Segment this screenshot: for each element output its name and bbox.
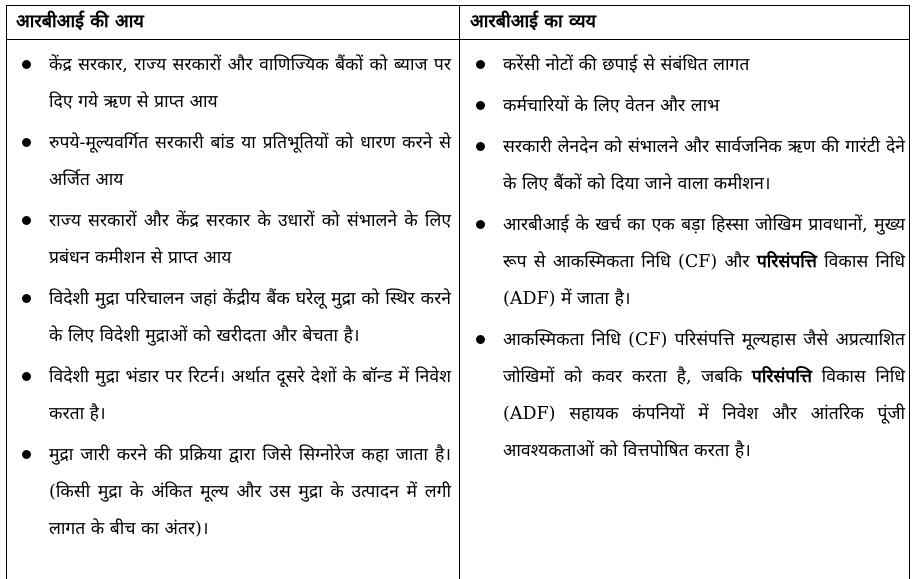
income-item: [11, 47, 451, 121]
bullet-icon: [476, 335, 485, 344]
expenditure-item: [465, 88, 905, 125]
rbi-income-expenditure-table: [6, 5, 910, 579]
expenditure-item: [465, 129, 905, 203]
income-item: [11, 125, 451, 199]
expenditure-item-text-start: आरबीआई के खर्च का एक बड़ा हिस्सा जोखिम प्रावधानों, मुख्य रूप से आकस्मिकता निधि (CF) और: [503, 215, 905, 272]
income-header: आरबीआई की आय: [16, 11, 144, 32]
income-list: [11, 47, 451, 552]
header-divider: [7, 39, 909, 40]
expenditure-item-text-start: आकस्मिकता निधि (CF) परिसंपत्ति मूल्यहास जैसे अप्रत्याशित जोखिमों को कवर करता है, जबकि: [503, 330, 905, 387]
column-divider: [459, 6, 460, 579]
bullet-icon: [476, 142, 485, 151]
bullet-icon: [22, 138, 31, 147]
income-item: [11, 359, 451, 433]
bullet-icon: [476, 220, 485, 229]
income-item-text: विदेशी मुद्रा परिचालन जहां केंद्रीय बैंक घरेलू मुद्रा को स्थिर करने के लिए विदेशी मुद्राओं को खरीदता और बेचता है।: [49, 289, 451, 346]
income-item: [11, 203, 451, 277]
expenditure-header: आरबीआई का व्यय: [470, 11, 596, 32]
expenditure-item: [465, 207, 905, 318]
expenditure-item-text-end: विकास निधि (ADF) सहायक कंपनियों में निवेश और आंतरिक पूंजी आवश्यकताओं को वित्तपोषित करता है।: [503, 367, 906, 461]
expenditure-item-text: कर्मचारियों के लिए वेतन और लाभ: [503, 96, 720, 116]
bullet-icon: [476, 101, 485, 110]
bullet-icon: [22, 450, 31, 459]
income-item-text: विदेशी मुद्रा भंडार पर रिटर्न। अर्थात दूसरे देशों के बॉन्ड में निवेश करता है।: [49, 367, 451, 424]
income-item: [11, 437, 451, 548]
bullet-icon: [476, 60, 485, 69]
expenditure-item-text: करेंसी नोटों की छपाई से संबंधित लागत: [503, 55, 750, 75]
income-item-text: मुद्रा जारी करने की प्रक्रिया द्वारा जिसे सिग्नोरेज कहा जाता है। (किसी मुद्रा के अंकित मूल्य और उस मुद्रा के उत्पादन में लगी लागत के बीच का अंतर)।: [49, 445, 451, 539]
income-item-text: राज्य सरकारों और केंद्र सरकार के उधारों को संभालने के लिए प्रबंधन कमीशन से प्राप्त आय: [49, 211, 451, 268]
bullet-icon: [22, 294, 31, 303]
expenditure-item-text: सरकारी लेनदेन को संभालने और सार्वजनिक ऋण की गारंटी देने के लिए बैंकों को दिया जाने वाला कमीशन।: [503, 137, 905, 194]
bullet-icon: [22, 372, 31, 381]
expenditure-list: [465, 47, 905, 474]
expenditure-item: [465, 47, 905, 84]
bullet-icon: [22, 216, 31, 225]
income-item: [11, 281, 451, 355]
expenditure-item-text-end: विकास निधि (ADF) में जाता है।: [503, 252, 905, 309]
income-item-text: केंद्र सरकार, राज्य सरकारों और वाणिज्यिक बैंकों को ब्याज पर दिए गये ऋण से प्राप्त आय: [49, 55, 451, 112]
expenditure-item-bold-term: परिसंपत्ति: [756, 252, 817, 272]
expenditure-item: [465, 322, 905, 470]
income-item-text: रुपये-मूल्यवर्गित सरकारी बांड या प्रतिभूतियों को धारण करने से अर्जित आय: [49, 133, 451, 190]
expenditure-item-bold-term: परिसंपत्ति: [751, 367, 812, 387]
bullet-icon: [22, 60, 31, 69]
